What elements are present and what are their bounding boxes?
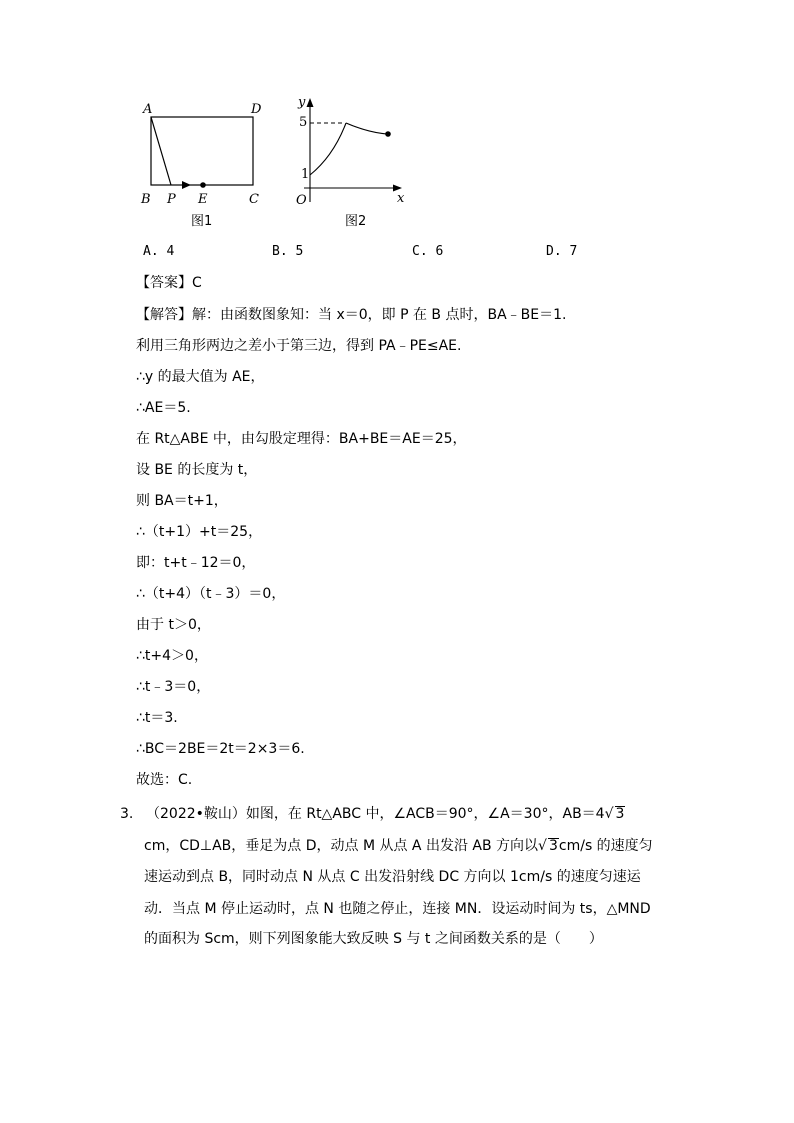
- question3-line-2: [144, 838, 653, 854]
- figure1-caption: 图1: [191, 214, 213, 229]
- solution-line-9: 即：t+t﹣12＝0，: [136, 555, 256, 571]
- question3-line-2-text: cm，CD⊥AB，垂足为点 D，动点 M 从点 A 出发沿 AB 方向以: [144, 838, 539, 854]
- solution-line-13: ∴t﹣3＝0，: [136, 679, 211, 695]
- solution-line-11: 由于 t＞0，: [136, 617, 211, 633]
- sqrt-sign-icon: √: [538, 838, 547, 854]
- option-d-letter: D.: [546, 244, 562, 259]
- option-a-letter: A.: [143, 244, 159, 259]
- label-a: A: [143, 102, 153, 117]
- label-p: P: [167, 192, 176, 207]
- rectangle-abcd: [151, 117, 253, 185]
- solution-line-6: 设 BE 的长度为 t，: [136, 462, 258, 478]
- figure2-graph: [290, 92, 410, 212]
- option-b-letter: B.: [272, 244, 288, 259]
- point-e: [200, 182, 206, 188]
- label-y: y: [298, 95, 306, 110]
- tick-label-1: 1: [301, 167, 310, 182]
- option-b-value: 5: [295, 244, 304, 259]
- option-d-value: 7: [569, 244, 578, 259]
- option-b: [272, 244, 303, 259]
- solution-line-14: ∴t＝3.: [136, 710, 178, 726]
- label-o: O: [296, 193, 307, 208]
- option-a: [143, 244, 174, 259]
- option-c-letter: C.: [412, 244, 428, 259]
- solution-line-8: ∴（t+1）+t＝25，: [136, 524, 263, 540]
- curve-rising: [310, 123, 346, 175]
- option-a-value: 4: [166, 244, 175, 259]
- solution-line-5: 在 Rt△ABE 中，由勾股定理得：BA+BE＝AE＝25，: [136, 431, 467, 447]
- label-e: E: [198, 192, 208, 207]
- question3-line-2-tail: cm/s 的速度匀: [558, 838, 653, 854]
- solution-line-2: 利用三角形两边之差小于第三边，得到 PA﹣PE≤AE.: [136, 338, 462, 354]
- question3-line-5: 的面积为 Scm，则下列图象能大致反映 S 与 t 之间函数关系的是（ ）: [144, 931, 603, 947]
- figure2-caption: 图2: [345, 214, 367, 229]
- solution-line-1: 【解答】解：由函数图象知：当 x＝0，即 P 在 B 点时，BA﹣BE＝1.: [136, 307, 567, 323]
- label-c: C: [249, 192, 259, 207]
- option-d: [546, 244, 577, 259]
- solution-line-4: ∴AE＝5.: [136, 400, 191, 416]
- segment-ap: [151, 117, 171, 185]
- option-c-value: 6: [435, 244, 444, 259]
- solution-line-10: ∴（t+4）（t﹣3）＝0，: [136, 586, 286, 602]
- end-point: [385, 131, 391, 137]
- radicand-2: 3: [548, 838, 558, 854]
- y-axis-arrow-icon: [307, 98, 314, 107]
- tick-label-5: 5: [299, 115, 308, 130]
- sqrt-sign-icon: √: [604, 806, 614, 822]
- question3-line-4: 动．当点 M 停止运动时，点 N 也随之停止，连接 MN．设运动时间为 ts，△MND: [144, 901, 651, 917]
- solution-line-7: 则 BA＝t+1，: [136, 493, 228, 509]
- answer-line: 【答案】C: [136, 275, 202, 291]
- label-b: B: [141, 192, 151, 207]
- solution-line-15: ∴BC＝2BE＝2t＝2×3＝6.: [136, 741, 305, 757]
- label-d: D: [251, 102, 262, 117]
- question3-line-3: 速运动到点 B，同时动点 N 从点 C 出发沿射线 DC 方向以 1cm/s 的速度匀速运: [144, 869, 641, 885]
- solution-line-16: 故选：C.: [136, 772, 193, 788]
- question3-line-1-text: （2022•鞍山）如图，在 Rt△ABC 中，∠ACB＝90°，∠A＝30°，AB＝4: [146, 806, 605, 822]
- label-x: x: [397, 191, 405, 206]
- radicand-1: 3: [615, 806, 625, 822]
- solution-line-3: ∴y 的最大值为 AE，: [136, 369, 265, 385]
- solution-line-12: ∴t+4＞0，: [136, 648, 208, 664]
- option-c: [412, 244, 443, 259]
- arrow-p-icon: [182, 181, 191, 189]
- curve-falling: [346, 123, 387, 134]
- question3-number: 3.: [120, 806, 134, 822]
- question3-line-1: [146, 806, 625, 822]
